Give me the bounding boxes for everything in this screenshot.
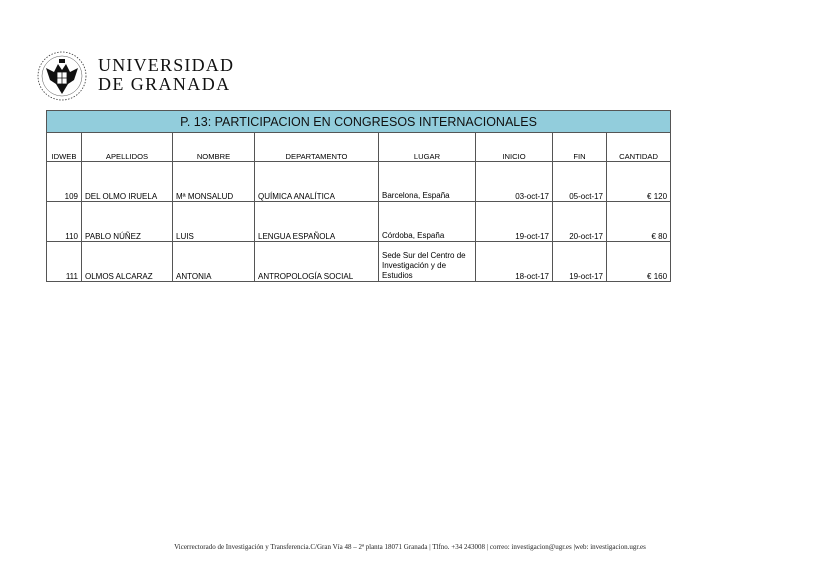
table-row bbox=[47, 202, 671, 242]
column-header-apellidos: APELLIDOS bbox=[82, 133, 173, 162]
congress-participation-table bbox=[46, 110, 671, 282]
table-row bbox=[47, 242, 671, 282]
cell-idweb: 110 bbox=[47, 202, 82, 242]
cell-nombre: LUIS bbox=[173, 202, 255, 242]
table-title: P. 13: PARTICIPACION EN CONGRESOS INTERNACIONALES bbox=[47, 111, 671, 133]
cell-nombre: Mª MONSALUD bbox=[173, 162, 255, 202]
university-name-line2: DE GRANADA bbox=[98, 74, 231, 94]
cell-fin: 05-oct-17 bbox=[553, 162, 607, 202]
university-name-line1: UNIVERSIDAD bbox=[98, 55, 235, 75]
cell-apellidos: OLMOS ALCARAZ bbox=[82, 242, 173, 282]
cell-departamento: QUÍMICA ANALÍTICA bbox=[255, 162, 379, 202]
page-footer: Vicerrectorado de Investigación y Transferencia.C/Gran Vía 48 – 2ª planta 18071 Granada | Tlfno. +34 243008 | correo: investigacion@ugr.es |web: investigacion.ugr.es bbox=[174, 543, 646, 551]
cell-fin: 20-oct-17 bbox=[553, 202, 607, 242]
cell-cantidad: € 80 bbox=[607, 202, 671, 242]
university-seal-logo bbox=[34, 50, 90, 102]
column-header-lugar: LUGAR bbox=[379, 133, 476, 162]
university-name bbox=[98, 56, 234, 94]
cell-lugar: Córdoba, España bbox=[379, 202, 476, 242]
table-row bbox=[47, 162, 671, 202]
column-header-inicio: INICIO bbox=[476, 133, 553, 162]
cell-departamento: LENGUA ESPAÑOLA bbox=[255, 202, 379, 242]
table-header-row bbox=[47, 133, 671, 162]
column-header-cantidad: CANTIDAD bbox=[607, 133, 671, 162]
column-header-idweb: IDWEB bbox=[47, 133, 82, 162]
cell-idweb: 109 bbox=[47, 162, 82, 202]
cell-cantidad: € 160 bbox=[607, 242, 671, 282]
column-header-nombre: NOMBRE bbox=[173, 133, 255, 162]
cell-lugar: Sede Sur del Centro de Investigación y de Estudios bbox=[379, 242, 476, 282]
cell-apellidos: PABLO NÚÑEZ bbox=[82, 202, 173, 242]
cell-apellidos: DEL OLMO IRUELA bbox=[82, 162, 173, 202]
eagle-shield-icon bbox=[34, 50, 90, 102]
cell-idweb: 111 bbox=[47, 242, 82, 282]
cell-nombre: ANTONIA bbox=[173, 242, 255, 282]
cell-departamento: ANTROPOLOGÍA SOCIAL bbox=[255, 242, 379, 282]
cell-inicio: 03-oct-17 bbox=[476, 162, 553, 202]
cell-inicio: 18-oct-17 bbox=[476, 242, 553, 282]
cell-cantidad: € 120 bbox=[607, 162, 671, 202]
column-header-departamento: DEPARTAMENTO bbox=[255, 133, 379, 162]
cell-lugar: Barcelona, España bbox=[379, 162, 476, 202]
cell-fin: 19-oct-17 bbox=[553, 242, 607, 282]
cell-inicio: 19-oct-17 bbox=[476, 202, 553, 242]
column-header-fin: FIN bbox=[553, 133, 607, 162]
